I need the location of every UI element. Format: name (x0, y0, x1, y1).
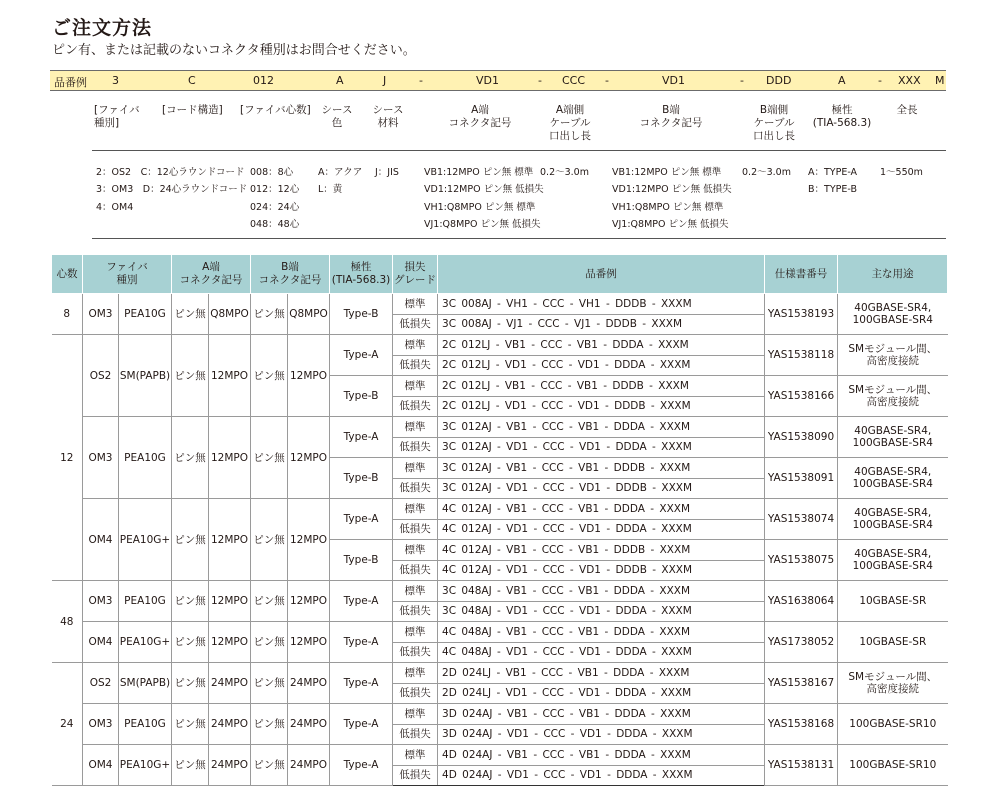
main-use-cell: 100GBASE-SR10 (838, 704, 948, 745)
b-pin-cell: ピン無 (251, 622, 288, 663)
pn-token: A (838, 74, 846, 87)
loss-grade-cell: 標準 (393, 499, 438, 520)
b-pin-cell: ピン無 (251, 581, 288, 622)
fiber-model-cell: PEA10G (119, 704, 172, 745)
loss-grade-cell: 低損失 (393, 683, 438, 704)
pn-token: VD1 (476, 74, 499, 87)
loss-grade-cell: 標準 (393, 704, 438, 725)
main-use-cell: 10GBASE-SR (838, 581, 948, 622)
a-pin-cell: ピン無 (172, 581, 209, 622)
spec-number-cell: YAS1738052 (765, 622, 838, 663)
legend-header-fiber: [ファイバ 種別] (94, 104, 140, 129)
main-use-cell: 10GBASE-SR (838, 622, 948, 663)
main-use-cell: 40GBASE-SR4, 100GBASE-SR4 (838, 294, 948, 335)
a-connector-cell: 12MPO (209, 499, 251, 581)
b-connector-cell: 24MPO (288, 704, 330, 745)
part-number-cell: 3C 048AJ - VB1 - CCC - VB1 - DDDA - XXXM (438, 581, 765, 602)
fiber-count-cell: 48 (52, 581, 83, 663)
spec-number-cell: YAS1538075 (765, 540, 838, 581)
spec-number-cell: YAS1538118 (765, 335, 838, 376)
a-pin-cell: ピン無 (172, 417, 209, 499)
legend-header-a-cable: A端側 ケーブル 口出し長 (549, 104, 591, 142)
pn-token: - (419, 74, 423, 87)
part-number-cell: 3D 024AJ - VB1 - CCC - VB1 - DDDA - XXXM (438, 704, 765, 725)
a-pin-cell: ピン無 (172, 294, 209, 335)
table-row (52, 745, 948, 766)
main-use-cell: 40GBASE-SR4, 100GBASE-SR4 (838, 417, 948, 458)
legend-header-count: [ファイバ心数] (240, 104, 311, 116)
table-row (52, 663, 948, 684)
loss-grade-cell: 低損失 (393, 314, 438, 335)
fiber-type-cell: OS2 (83, 335, 119, 417)
fiber-count-cell: 24 (52, 663, 83, 786)
b-pin-cell: ピン無 (251, 294, 288, 335)
legend-material-values: J：JIS (375, 167, 399, 178)
fiber-model-cell: SM(PAPB) (119, 335, 172, 417)
pn-token: 012 (253, 74, 274, 87)
part-number-cell: 2D 024LJ - VB1 - CCC - VB1 - DDDA - XXXM (438, 663, 765, 684)
part-number-cell: 4D 024AJ - VD1 - CCC - VD1 - DDDA - XXXM (438, 765, 765, 786)
fiber-model-cell: PEA10G (119, 417, 172, 499)
polarity-cell: Type-A (330, 581, 393, 622)
spec-number-cell: YAS1538131 (765, 745, 838, 786)
col-header-fiber: ファイバ 種別 (83, 255, 172, 294)
loss-grade-cell: 標準 (393, 294, 438, 315)
part-number-cell: 4C 012AJ - VB1 - CCC - VB1 - DDDB - XXXM (438, 540, 765, 561)
fiber-type-cell: OM4 (83, 622, 119, 663)
b-pin-cell: ピン無 (251, 745, 288, 786)
pn-token: - (878, 74, 882, 87)
main-use-cell: SMモジュール間、 高密度接続 (838, 663, 948, 704)
part-number-cell: 2D 024LJ - VD1 - CCC - VD1 - DDDA - XXXM (438, 683, 765, 704)
part-number-cell: 3C 008AJ - VJ1 - CCC - VJ1 - DDDB - XXXM (438, 314, 765, 335)
fiber-model-cell: SM(PAPB) (119, 663, 172, 704)
a-pin-cell: ピン無 (172, 499, 209, 581)
part-number-cell: 4C 048AJ - VD1 - CCC - VD1 - DDDA - XXXM (438, 642, 765, 663)
loss-grade-cell: 標準 (393, 581, 438, 602)
loss-grade-cell: 標準 (393, 540, 438, 561)
loss-grade-cell: 低損失 (393, 642, 438, 663)
part-number-label: 品番例 (54, 76, 87, 89)
spec-number-cell: YAS1538166 (765, 376, 838, 417)
part-number-cell: 2C 012LJ - VD1 - CCC - VD1 - DDDA - XXXM (438, 355, 765, 376)
part-number-cell: 4C 012AJ - VD1 - CCC - VD1 - DDDA - XXXM (438, 519, 765, 540)
a-connector-cell: 12MPO (209, 581, 251, 622)
legend-color-values: A：アクア L：黄 (318, 167, 363, 196)
legend-fiber-code-values: 2：OS2 C：12心ラウンドコード 3：OM3 D：24心ラウンドコード 4：OM4 (96, 167, 248, 213)
legend-header-length: 全長 (896, 104, 918, 116)
spec-number-cell: YAS1638064 (765, 581, 838, 622)
pn-token: - (605, 74, 609, 87)
fiber-type-cell: OM4 (83, 499, 119, 581)
b-pin-cell: ピン無 (251, 417, 288, 499)
spec-number-cell: YAS1538167 (765, 663, 838, 704)
loss-grade-cell: 標準 (393, 335, 438, 356)
pn-token: M (935, 74, 945, 87)
fiber-type-cell: OM3 (83, 704, 119, 745)
pn-token: CCC (562, 74, 586, 87)
part-number-cell: 4C 012AJ - VD1 - CCC - VD1 - DDDB - XXXM (438, 560, 765, 581)
b-connector-cell: 12MPO (288, 499, 330, 581)
table-row (52, 335, 948, 356)
polarity-cell: Type-B (330, 540, 393, 581)
part-number-cell: 2C 012LJ - VB1 - CCC - VB1 - DDDB - XXXM (438, 376, 765, 397)
col-header-spec-number: 仕様書番号 (765, 255, 838, 294)
page-title: ご注文方法 (52, 17, 153, 39)
loss-grade-cell: 低損失 (393, 396, 438, 417)
part-number-cell: 3C 012AJ - VB1 - CCC - VB1 - DDDB - XXXM (438, 458, 765, 479)
loss-grade-cell: 低損失 (393, 765, 438, 786)
pn-token: 3 (112, 74, 119, 87)
loss-grade-cell: 標準 (393, 417, 438, 438)
spec-number-cell: YAS1538074 (765, 499, 838, 540)
loss-grade-cell: 低損失 (393, 478, 438, 499)
legend-a-end-values: VB1:12MPO ピン無 標準 VD1:12MPO ピン無 低損失 VH1:Q8MPO ピン無 標準 VJ1:Q8MPO ピン無 低損失 (424, 167, 544, 230)
a-pin-cell: ピン無 (172, 663, 209, 704)
b-connector-cell: 12MPO (288, 581, 330, 622)
part-number-cell: 3C 008AJ - VH1 - CCC - VH1 - DDDB - XXXM (438, 294, 765, 315)
b-connector-cell: 24MPO (288, 663, 330, 704)
spec-number-cell: YAS1538168 (765, 704, 838, 745)
legend-header-polarity: 極性 (TIA-568.3) (812, 104, 872, 129)
fiber-model-cell: PEA10G (119, 581, 172, 622)
b-connector-cell: 12MPO (288, 622, 330, 663)
loss-grade-cell: 低損失 (393, 560, 438, 581)
main-use-cell: SMモジュール間、 高密度接続 (838, 376, 948, 417)
polarity-cell: Type-B (330, 458, 393, 499)
b-pin-cell: ピン無 (251, 335, 288, 417)
legend-b-end-values: VB1:12MPO ピン無 標準 VD1:12MPO ピン無 低損失 VH1:Q8MPO ピン無 標準 VJ1:Q8MPO ピン無 低損失 (612, 167, 732, 230)
pn-token: VD1 (662, 74, 685, 87)
loss-grade-cell: 標準 (393, 622, 438, 643)
a-pin-cell: ピン無 (172, 335, 209, 417)
fiber-type-cell: OM3 (83, 294, 119, 335)
part-number-cell: 3C 012AJ - VD1 - CCC - VD1 - DDDB - XXXM (438, 478, 765, 499)
legend-length-values: 1～550m (880, 167, 923, 178)
polarity-cell: Type-A (330, 499, 393, 540)
loss-grade-cell: 低損失 (393, 437, 438, 458)
legend-header-sheath-color: シース 色 (321, 104, 353, 129)
b-connector-cell: Q8MPO (288, 294, 330, 335)
loss-grade-cell: 低損失 (393, 519, 438, 540)
pn-token: A (336, 74, 344, 87)
pn-token: J (383, 74, 387, 87)
table-row (52, 294, 948, 315)
a-connector-cell: 24MPO (209, 704, 251, 745)
fiber-model-cell: PEA10G+ (119, 499, 172, 581)
polarity-cell: Type-A (330, 335, 393, 376)
product-table (51, 254, 948, 786)
a-connector-cell: 24MPO (209, 663, 251, 704)
part-number-cell: 2C 012LJ - VD1 - CCC - VD1 - DDDB - XXXM (438, 396, 765, 417)
b-connector-cell: 12MPO (288, 417, 330, 499)
page-subtitle: ピン有、または記載のないコネクタ種別はお問合せください。 (52, 43, 416, 58)
polarity-cell: Type-B (330, 294, 393, 335)
legend-divider (92, 150, 946, 151)
legend-header-a-end: A端 コネクタ記号 (448, 104, 512, 129)
main-use-cell: 100GBASE-SR10 (838, 745, 948, 786)
loss-grade-cell: 標準 (393, 458, 438, 479)
loss-grade-cell: 低損失 (393, 724, 438, 745)
b-pin-cell: ピン無 (251, 663, 288, 704)
fiber-type-cell: OS2 (83, 663, 119, 704)
fiber-type-cell: OM3 (83, 581, 119, 622)
legend-b-cable-values: 0.2～3.0m (742, 167, 791, 178)
table-row (52, 581, 948, 602)
legend-header-code: [コード構造] (162, 104, 223, 116)
b-pin-cell: ピン無 (251, 704, 288, 745)
fiber-count-cell: 12 (52, 335, 83, 581)
main-use-cell: SMモジュール間、 高密度接続 (838, 335, 948, 376)
polarity-cell: Type-A (330, 745, 393, 786)
main-use-cell: 40GBASE-SR4, 100GBASE-SR4 (838, 458, 948, 499)
table-row (52, 499, 948, 520)
a-pin-cell: ピン無 (172, 745, 209, 786)
col-header-count: 心数 (52, 255, 83, 294)
legend-header-b-end: B端 コネクタ記号 (639, 104, 703, 129)
legend-count-values: 008：8心 012：12心 024：24心 048：48心 (250, 167, 300, 230)
a-pin-cell: ピン無 (172, 622, 209, 663)
spec-number-cell: YAS1538091 (765, 458, 838, 499)
polarity-cell: Type-A (330, 704, 393, 745)
fiber-model-cell: PEA10G+ (119, 622, 172, 663)
part-number-cell: 2C 012LJ - VB1 - CCC - VB1 - DDDA - XXXM (438, 335, 765, 356)
col-header-a-connector: A端 コネクタ記号 (172, 255, 251, 294)
fiber-model-cell: PEA10G+ (119, 745, 172, 786)
pn-token: DDD (766, 74, 792, 87)
col-header-b-connector: B端 コネクタ記号 (251, 255, 330, 294)
part-number-cell: 3D 024AJ - VD1 - CCC - VD1 - DDDA - XXXM (438, 724, 765, 745)
table-row (52, 704, 948, 725)
part-number-cell: 3C 012AJ - VB1 - CCC - VB1 - DDDA - XXXM (438, 417, 765, 438)
spec-number-cell: YAS1538193 (765, 294, 838, 335)
loss-grade-cell: 標準 (393, 745, 438, 766)
polarity-cell: Type-A (330, 622, 393, 663)
table-header-row (52, 255, 948, 294)
polarity-cell: Type-A (330, 417, 393, 458)
a-connector-cell: 12MPO (209, 335, 251, 417)
table-row (52, 417, 948, 438)
part-number-cell: 4C 048AJ - VB1 - CCC - VB1 - DDDA - XXXM (438, 622, 765, 643)
legend-header-b-cable: B端側 ケーブル 口出し長 (753, 104, 795, 142)
b-connector-cell: 12MPO (288, 335, 330, 417)
fiber-type-cell: OM3 (83, 417, 119, 499)
a-pin-cell: ピン無 (172, 704, 209, 745)
fiber-count-cell: 8 (52, 294, 83, 335)
pn-token: XXX (898, 74, 921, 87)
part-number-bar (50, 70, 946, 91)
col-header-loss-grade: 損失 グレード (393, 255, 438, 294)
b-pin-cell: ピン無 (251, 499, 288, 581)
a-connector-cell: Q8MPO (209, 294, 251, 335)
part-number-cell: 4D 024AJ - VB1 - CCC - VB1 - DDDA - XXXM (438, 745, 765, 766)
pn-token: C (188, 74, 196, 87)
b-connector-cell: 24MPO (288, 745, 330, 786)
table-row (52, 622, 948, 643)
main-use-cell: 40GBASE-SR4, 100GBASE-SR4 (838, 540, 948, 581)
fiber-type-cell: OM4 (83, 745, 119, 786)
col-header-polarity: 極性 (TIA-568.3) (330, 255, 393, 294)
a-connector-cell: 12MPO (209, 417, 251, 499)
pn-token: - (740, 74, 744, 87)
loss-grade-cell: 標準 (393, 663, 438, 684)
polarity-cell: Type-A (330, 663, 393, 704)
loss-grade-cell: 低損失 (393, 355, 438, 376)
col-header-main-use: 主な用途 (838, 255, 948, 294)
part-number-legend (92, 99, 946, 239)
legend-header-sheath-material: シース 材料 (372, 104, 404, 129)
part-number-cell: 3C 048AJ - VD1 - CCC - VD1 - DDDA - XXXM (438, 601, 765, 622)
spec-number-cell: YAS1538090 (765, 417, 838, 458)
loss-grade-cell: 標準 (393, 376, 438, 397)
a-connector-cell: 24MPO (209, 745, 251, 786)
pn-token: - (538, 74, 542, 87)
legend-a-cable-values: 0.2～3.0m (540, 167, 589, 178)
main-use-cell: 40GBASE-SR4, 100GBASE-SR4 (838, 499, 948, 540)
part-number-cell: 3C 012AJ - VD1 - CCC - VD1 - DDDA - XXXM (438, 437, 765, 458)
a-connector-cell: 12MPO (209, 622, 251, 663)
fiber-model-cell: PEA10G (119, 294, 172, 335)
col-header-part-number: 品番例 (438, 255, 765, 294)
loss-grade-cell: 低損失 (393, 601, 438, 622)
polarity-cell: Type-B (330, 376, 393, 417)
legend-polarity-values: A：TYPE-A B：TYPE-B (808, 167, 858, 196)
part-number-cell: 4C 012AJ - VB1 - CCC - VB1 - DDDA - XXXM (438, 499, 765, 520)
